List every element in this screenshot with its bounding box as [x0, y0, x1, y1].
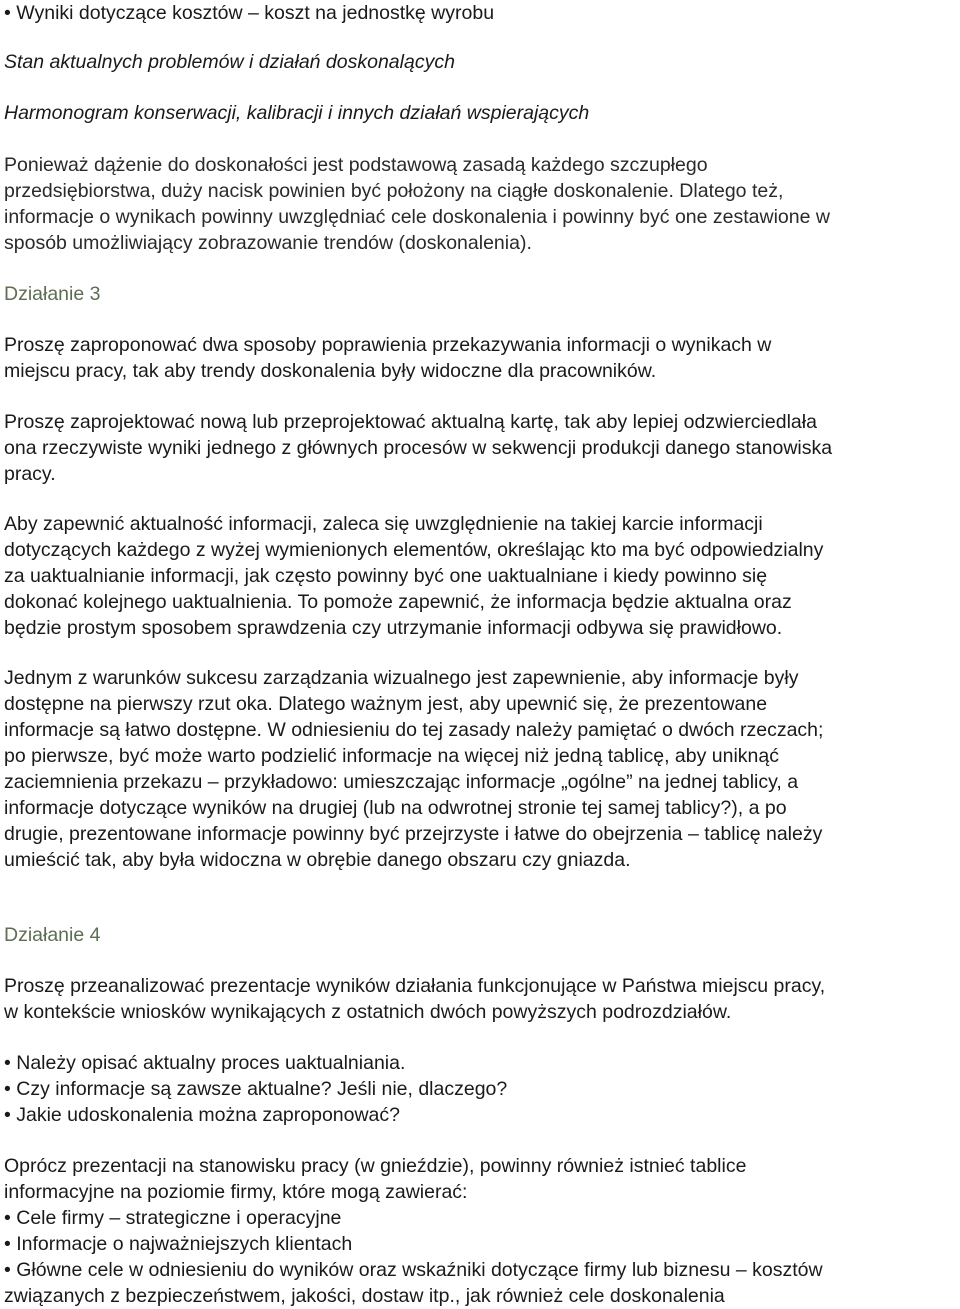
paragraph-line: dokonać kolejnego uaktualnienia. To pomoże zapewnić, że informacja będzie aktualna oraz	[4, 591, 792, 613]
paragraph-line: w kontekście wniosków wynikających z ostatnich dwóch powyższych podrozdziałów.	[4, 1001, 732, 1023]
paragraph-line: przedsiębiorstwa, duży nacisk powinien być położony na ciągłe doskonalenie. Dlatego też,	[4, 180, 784, 202]
italic-line-problems	[4, 49, 956, 75]
paragraph-line: Proszę zaproponować dwa sposoby poprawienia przekazywania informacji o wynikach w	[4, 334, 772, 356]
action3-paragraph-3	[4, 511, 956, 641]
paragraph-line: drugie, prezentowane informacje powinny być przejrzyste i łatwe do obejrzenia – tablicę należy	[4, 823, 823, 845]
paragraph-line: Proszę zaprojektować nową lub przeprojektować aktualną kartę, tak aby lepiej odzwierciedlała	[4, 411, 817, 433]
paragraph-line: Aby zapewnić aktualność informacji, zaleca się uwzględnienie na takiej karcie informacji	[4, 513, 763, 535]
list-item: • Główne cele w odniesieniu do wyników oraz wskaźniki dotyczące firmy lub biznesu – kosztów	[4, 1259, 823, 1281]
paragraph-line: dostępne na pierwszy rzut oka. Dlatego ważnym jest, aby upewnić się, że prezentowane	[4, 693, 768, 715]
italic-maintenance-schedule: Harmonogram konserwacji, kalibracji i innych działań wspierających	[4, 102, 590, 124]
action3-heading-wrap	[4, 281, 956, 307]
paragraph-line: Jednym z warunków sukcesu zarządzania wizualnego jest zapewnienie, aby informacje były	[4, 667, 799, 689]
action4-paragraph-2	[4, 1153, 956, 1205]
paragraph-line: Oprócz prezentacji na stanowisku pracy (w gnieździe), powinny również istnieć tablice	[4, 1155, 747, 1177]
action4-heading-wrap	[4, 922, 956, 948]
bullet-cost-results: • Wyniki dotyczące kosztów – koszt na jednostkę wyrobu	[4, 2, 495, 24]
intro-section	[4, 0, 956, 26]
paragraph-line: pracy.	[4, 463, 56, 485]
paragraph-line: informacje o wynikach powinny uwzględniać cele doskonalenia i powinny być one zestawione w	[4, 206, 830, 228]
section-heading-action-4: Działanie 4	[4, 924, 101, 946]
list-item: • Cele firmy – strategiczne i operacyjne	[4, 1207, 342, 1229]
paragraph-line: za uaktualnianie informacji, jak często powinny być one uaktualniane i kiedy powinno się	[4, 565, 768, 587]
paragraph-line: informacje są łatwo dostępne. W odniesieniu do tej zasady należy pamiętać o dwóch rzeczach;	[4, 719, 824, 741]
paragraph-line: będzie prostym sposobem sprawdzenia czy utrzymanie informacji odbywa się prawidłowo.	[4, 617, 783, 639]
italic-problems-status: Stan aktualnych problemów i działań doskonalących	[4, 51, 455, 73]
italic-line-schedule	[4, 100, 956, 126]
paragraph-line: po pierwsze, być może warto podzielić informacje na więcej niż jedną tablicę, aby uniknąć	[4, 745, 779, 767]
paragraph-line: ona rzeczywiste wyniki jednego z głównych procesów w sekwencji produkcji danego stanowiska	[4, 437, 833, 459]
paragraph-line: zaciemnienia przekazu – przykładowo: umieszczając informacje „ogólne” na jednej tablicy, a	[4, 771, 799, 793]
list-item: • Informacje o najważniejszych klientach	[4, 1233, 353, 1255]
list-item: związanych z bezpieczeństwem, jakości, dostaw itp., jak również cele doskonalenia	[4, 1285, 725, 1307]
paragraph-line: Ponieważ dążenie do doskonałości jest podstawową zasadą każdego szczupłego	[4, 154, 708, 176]
action4-bullet-list	[4, 1050, 956, 1128]
paragraph-lean	[4, 152, 956, 256]
paragraph-line: sposób umożliwiający zobrazowanie trendów (doskonalenia).	[4, 232, 532, 254]
section-heading-action-3: Działanie 3	[4, 283, 101, 305]
paragraph-line: umieścić tak, aby była widoczna w obrębie danego obszaru czy gniazda.	[4, 849, 631, 871]
paragraph-line: informacje dotyczące wyników na drugiej (lub na odwrotnej stronie tej samej tablicy?), a po	[4, 797, 787, 819]
action3-paragraph-1	[4, 332, 956, 384]
paragraph-line: Proszę przeanalizować prezentacje wyników działania funkcjonujące w Państwa miejscu pracy,	[4, 975, 826, 997]
action4-paragraph-1	[4, 973, 956, 1025]
list-item: • Należy opisać aktualny proces uaktualniania.	[4, 1052, 406, 1074]
list-item: • Jakie udoskonalenia można zaproponować?	[4, 1104, 400, 1126]
paragraph-line: miejscu pracy, tak aby trendy doskonalenia były widoczne dla pracowników.	[4, 360, 657, 382]
action3-paragraph-2	[4, 409, 956, 487]
list-item: • Czy informacje są zawsze aktualne? Jeśli nie, dlaczego?	[4, 1078, 508, 1100]
action3-paragraph-4	[4, 665, 956, 873]
paragraph-line: informacyjne na poziomie firmy, które mogą zawierać:	[4, 1181, 468, 1203]
action4-bullet-list-2	[4, 1205, 956, 1309]
paragraph-line: dotyczących każdego z wyżej wymienionych elementów, określając kto ma być odpowiedzialny	[4, 539, 824, 561]
